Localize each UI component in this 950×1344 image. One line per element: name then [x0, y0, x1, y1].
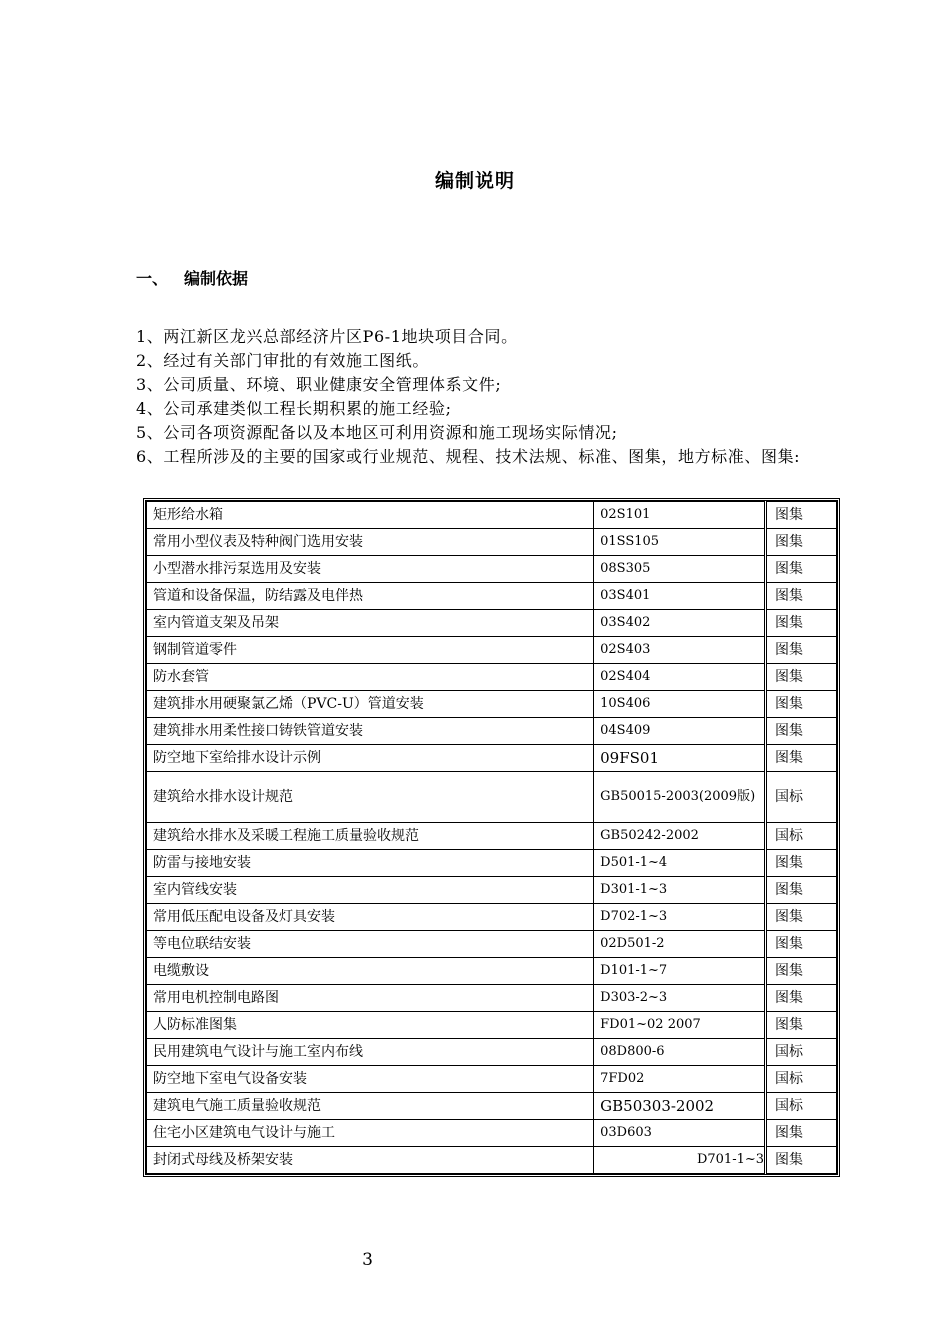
standard-code: 04S409: [594, 718, 766, 745]
standard-code: 08S305: [594, 556, 766, 583]
standard-kind: 图集: [766, 610, 837, 637]
standard-name: 电缆敷设: [147, 958, 594, 985]
basis-item: 6、工程所涉及的主要的国家或行业规范、规程、技术法规、标准、图集，地方标准、图集:: [136, 447, 801, 466]
table-row: [147, 958, 837, 985]
table-row: [147, 1147, 837, 1174]
page-title: 编制说明: [434, 170, 515, 192]
table-row: [147, 502, 837, 529]
standard-name: 管道和设备保温，防结露及电伴热: [147, 583, 594, 610]
standard-code: 02S101: [594, 502, 766, 529]
standard-name: 防空地下室电气设备安装: [147, 1066, 594, 1093]
table-row: [147, 1093, 837, 1120]
standard-code: 01SS105: [594, 529, 766, 556]
standard-name: 建筑排水用硬聚氯乙烯（PVC-U）管道安装: [147, 691, 594, 718]
standard-name: 钢制管道零件: [147, 637, 594, 664]
standard-code: 03D603: [594, 1120, 766, 1147]
table-row: [147, 664, 837, 691]
standard-kind: 图集: [766, 745, 837, 772]
standard-name: 矩形给水箱: [147, 502, 594, 529]
standard-code: 02S404: [594, 664, 766, 691]
table-row: [147, 637, 837, 664]
standard-kind: 图集: [766, 637, 837, 664]
standard-kind: 国标: [766, 772, 837, 823]
standard-name: 防水套管: [147, 664, 594, 691]
standard-code: 02D501-2: [594, 931, 766, 958]
standard-name: 室内管线安装: [147, 877, 594, 904]
table-row: [147, 718, 837, 745]
standard-kind: 国标: [766, 1066, 837, 1093]
standard-kind: 图集: [766, 583, 837, 610]
standard-kind: 国标: [766, 823, 837, 850]
standards-table: [143, 498, 840, 1177]
standard-code: D301-1~3: [594, 877, 766, 904]
standard-name: 建筑电气施工质量验收规范: [147, 1093, 594, 1120]
standard-kind: 图集: [766, 958, 837, 985]
standard-kind: 图集: [766, 877, 837, 904]
basis-item: 3、公司质量、环境、职业健康安全管理体系文件;: [136, 375, 502, 394]
table-row: [147, 877, 837, 904]
standard-code: D702-1~3: [594, 904, 766, 931]
basis-item: 5、公司各项资源配备以及本地区可利用资源和施工现场实际情况;: [136, 423, 618, 442]
standard-code: 10S406: [594, 691, 766, 718]
standard-kind: 图集: [766, 664, 837, 691]
standard-code: GB50303-2002: [594, 1093, 766, 1120]
table-row: [147, 985, 837, 1012]
basis-item: 1、两江新区龙兴总部经济片区P6-1地块项目合同。: [136, 327, 518, 346]
standard-code: FD01~02 2007: [594, 1012, 766, 1039]
standard-kind: 图集: [766, 850, 837, 877]
standard-code: D101-1~7: [594, 958, 766, 985]
table-row: [147, 1012, 837, 1039]
standard-kind: 国标: [766, 1039, 837, 1066]
table-row: [147, 931, 837, 958]
table-row: [147, 1039, 837, 1066]
standard-code: 03S401: [594, 583, 766, 610]
standard-name: 封闭式母线及桥架安装: [147, 1147, 594, 1174]
standard-kind: 图集: [766, 1120, 837, 1147]
basis-list: [136, 325, 826, 469]
table-row: [147, 745, 837, 772]
standard-code: GB50015-2003(2009版): [594, 772, 766, 823]
standard-name: 等电位联结安装: [147, 931, 594, 958]
standard-kind: 图集: [766, 1147, 837, 1174]
standard-name: 小型潜水排污泵选用及安装: [147, 556, 594, 583]
table-row: [147, 1120, 837, 1147]
table-row: [147, 556, 837, 583]
table-row: [147, 823, 837, 850]
table-row: [147, 583, 837, 610]
standard-name: 常用电机控制电路图: [147, 985, 594, 1012]
standard-code: 03S402: [594, 610, 766, 637]
page-number: 3: [362, 1250, 373, 1270]
standard-kind: 图集: [766, 556, 837, 583]
standard-kind: 图集: [766, 931, 837, 958]
standard-name: 建筑给水排水设计规范: [147, 772, 594, 823]
standard-code: 7FD02: [594, 1066, 766, 1093]
standard-kind: 国标: [766, 1093, 837, 1120]
standard-code: D501-1~4: [594, 850, 766, 877]
table-row: [147, 850, 837, 877]
section-heading: [136, 266, 248, 289]
table-row: [147, 529, 837, 556]
standard-name: 室内管道支架及吊架: [147, 610, 594, 637]
standard-code: 09FS01: [594, 745, 766, 772]
section-number: 一、: [136, 269, 169, 288]
table-row: [147, 610, 837, 637]
basis-item: 2、经过有关部门审批的有效施工图纸。: [136, 351, 429, 370]
table-row: [147, 691, 837, 718]
standard-name: 常用小型仪表及特种阀门选用安装: [147, 529, 594, 556]
standard-name: 常用低压配电设备及灯具安装: [147, 904, 594, 931]
standard-name: 人防标准图集: [147, 1012, 594, 1039]
standard-code: D303-2~3: [594, 985, 766, 1012]
section-title: 编制依据: [184, 269, 249, 288]
standard-kind: 图集: [766, 904, 837, 931]
standard-code: 02S403: [594, 637, 766, 664]
standard-name: 民用建筑电气设计与施工室内布线: [147, 1039, 594, 1066]
standard-code: 08D800-6: [594, 1039, 766, 1066]
table-row: [147, 904, 837, 931]
standard-kind: 图集: [766, 691, 837, 718]
standard-kind: 图集: [766, 502, 837, 529]
basis-item: 4、公司承建类似工程长期积累的施工经验;: [136, 399, 452, 418]
standard-name: 建筑给水排水及采暖工程施工质量验收规范: [147, 823, 594, 850]
standard-code: D701-1~3: [594, 1147, 766, 1174]
standard-kind: 图集: [766, 1012, 837, 1039]
standard-name: 住宅小区建筑电气设计与施工: [147, 1120, 594, 1147]
standard-kind: 图集: [766, 985, 837, 1012]
standard-code: GB50242-2002: [594, 823, 766, 850]
standard-name: 防雷与接地安装: [147, 850, 594, 877]
standard-name: 建筑排水用柔性接口铸铁管道安装: [147, 718, 594, 745]
standard-kind: 图集: [766, 529, 837, 556]
table-row: [147, 1066, 837, 1093]
table-row: [147, 772, 837, 823]
standard-name: 防空地下室给排水设计示例: [147, 745, 594, 772]
standard-kind: 图集: [766, 718, 837, 745]
